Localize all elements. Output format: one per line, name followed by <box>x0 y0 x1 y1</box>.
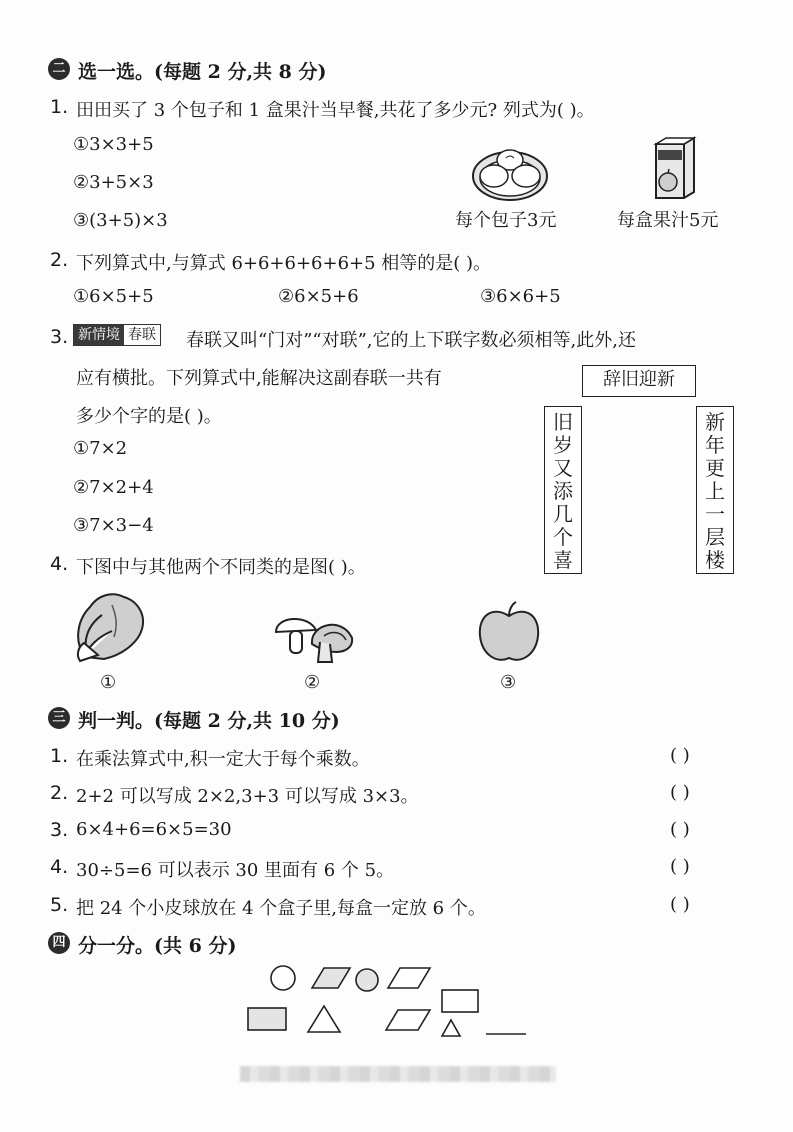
triangle-shape <box>442 1020 460 1036</box>
q4-label-2: ② <box>304 672 321 693</box>
tf5-text: 把 24 个小皮球放在 4 个盒子里,每盒一定放 6 个。 <box>76 898 486 919</box>
shapes-sorting-figure <box>240 960 540 1042</box>
tf3-number: 3. <box>50 819 69 841</box>
bok-choy-illustration <box>68 585 152 665</box>
q2-number: 2. <box>50 249 69 271</box>
couplet-left-char: 旧 <box>553 410 573 434</box>
circle-shape <box>356 969 378 991</box>
couplet-right-char: 年 <box>705 433 725 457</box>
mushrooms-illustration <box>272 608 356 666</box>
tf3-answer-blank[interactable]: ( ) <box>670 819 690 840</box>
bun-price-caption: 每个包子3元 <box>455 210 557 231</box>
tf2-answer-blank[interactable]: ( ) <box>670 782 690 803</box>
couplet-left-char: 又 <box>553 456 573 480</box>
q2-option-1: ①6×5+5 <box>73 286 154 307</box>
couplet-right-char: 一 <box>705 502 725 526</box>
parallelogram-shape <box>312 968 350 988</box>
section-2-title: 选一选。(每题 2 分,共 8 分) <box>78 61 327 83</box>
q2-option-3: ③6×6+5 <box>480 286 561 307</box>
blurred-watermark <box>240 1066 556 1082</box>
tf4-answer-blank[interactable]: ( ) <box>670 856 690 877</box>
q1-number: 1. <box>50 96 69 118</box>
tf4-number: 4. <box>50 856 69 878</box>
section-4-title: 分一分。(共 6 分) <box>78 935 237 957</box>
section-3-title: 判一判。(每题 2 分,共 10 分) <box>78 710 340 732</box>
q4-number: 4. <box>50 553 69 575</box>
couplet-left-char: 个 <box>553 525 573 549</box>
q4-label-3: ③ <box>500 672 517 693</box>
couplet-left-char: 喜 <box>553 548 573 572</box>
parallelogram-shape <box>388 968 430 988</box>
couplet-top-banner: 辞旧迎新 <box>582 365 696 397</box>
couplet-right-char: 层 <box>705 525 725 549</box>
section-3-badge: 三 <box>48 707 70 729</box>
q1-text: 田田买了 3 个包子和 1 盒果汁当早餐,共花了多少元? 列式为( )。 <box>76 100 595 121</box>
circle-shape <box>271 966 295 990</box>
tf5-answer-blank[interactable]: ( ) <box>670 894 690 915</box>
q4-text: 下图中与其他两个不同类的是图( )。 <box>76 557 366 578</box>
q3-tag-new-context: 新情境 <box>74 325 124 345</box>
tf1-number: 1. <box>50 745 69 767</box>
rectangle-shape <box>248 1008 286 1030</box>
tf3-text: 6×4+6=6×5=30 <box>76 819 232 840</box>
q1-option-3: ③(3+5)×3 <box>73 210 168 231</box>
q3-line-2: 应有横批。下列算式中,能解决这副春联一共有 <box>76 368 442 389</box>
tf1-text: 在乘法算式中,积一定大于每个乘数。 <box>76 749 370 770</box>
q4-label-1: ① <box>100 672 117 693</box>
apple-illustration <box>474 600 544 666</box>
q3-tag-couplet: 春联 <box>128 327 156 343</box>
couplet-left-char: 岁 <box>553 433 573 457</box>
tf5-number: 5. <box>50 894 69 916</box>
buns-plate-illustration <box>470 142 550 202</box>
couplet-right-char: 上 <box>705 479 725 503</box>
q3-tag <box>73 324 161 346</box>
q3-line-3: 多少个字的是( )。 <box>76 406 222 427</box>
couplet-right-char: 新 <box>705 410 725 434</box>
q1-option-1: ①3×3+5 <box>73 134 154 155</box>
tf4-text: 30÷5=6 可以表示 30 里面有 6 个 5。 <box>76 860 395 881</box>
couplet-right-char: 楼 <box>705 548 725 572</box>
juice-box-illustration <box>648 136 700 202</box>
tf1-answer-blank[interactable]: ( ) <box>670 745 690 766</box>
q3-number: 3. <box>50 326 69 348</box>
q3-line-1: 春联又叫“门对”“对联”,它的上下联字数必须相等,此外,还 <box>186 330 636 351</box>
couplet-right-char: 更 <box>705 456 725 480</box>
q1-option-2: ②3+5×3 <box>73 172 154 193</box>
q2-option-2: ②6×5+6 <box>278 286 359 307</box>
section-4-badge: 四 <box>48 932 70 954</box>
couplet-left-char: 添 <box>553 479 573 503</box>
couplet-right-scroll <box>696 406 734 574</box>
parallelogram-shape <box>386 1010 430 1030</box>
q3-option-3: ③7×3−4 <box>73 515 154 536</box>
rectangle-shape <box>442 990 478 1012</box>
couplet-left-char: 几 <box>553 502 573 526</box>
section-2-badge: 二 <box>48 58 70 80</box>
couplet-left-scroll <box>544 406 582 574</box>
q3-option-1: ①7×2 <box>73 438 128 459</box>
q2-text: 下列算式中,与算式 6+6+6+6+6+5 相等的是( )。 <box>76 253 492 274</box>
triangle-shape <box>308 1006 340 1032</box>
q3-option-2: ②7×2+4 <box>73 477 154 498</box>
tf2-number: 2. <box>50 782 69 804</box>
tf2-text: 2+2 可以写成 2×2,3+3 可以写成 3×3。 <box>76 786 419 807</box>
juice-price-caption: 每盒果汁5元 <box>617 210 719 231</box>
